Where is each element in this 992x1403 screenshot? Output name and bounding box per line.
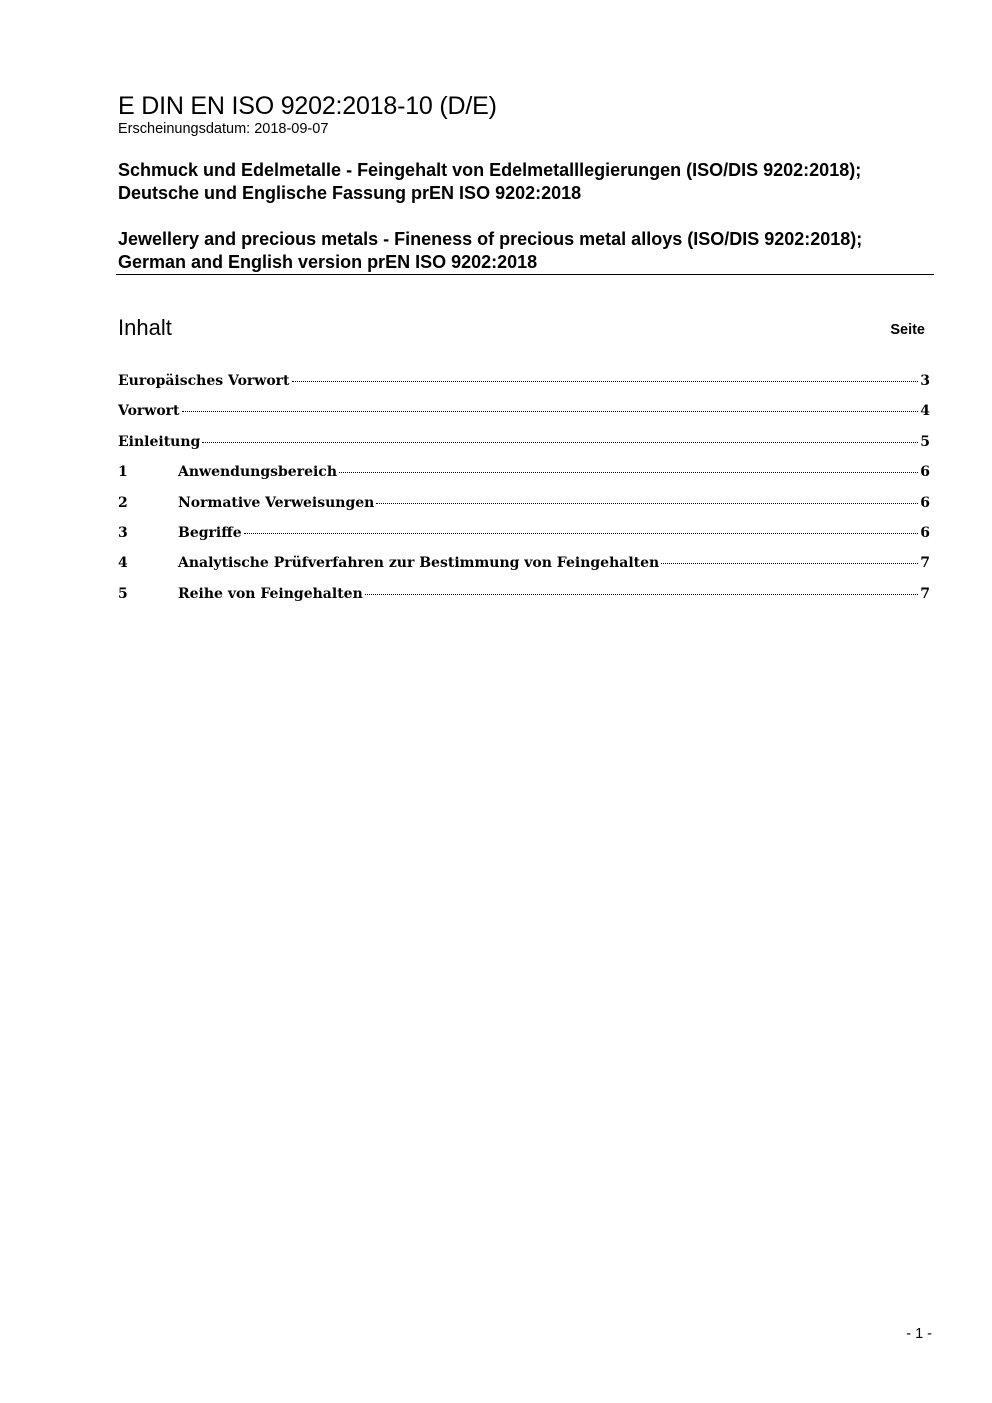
table-of-contents (118, 370, 930, 613)
toc-dot-leader (244, 532, 919, 534)
toc-dot-leader (292, 380, 919, 382)
title-german: Schmuck und Edelmetalle - Feingehalt von Edelmetalllegierungen (ISO/DIS 9202:2018); Deutsche und Englische Fassung prEN ISO 9202:2018 (118, 160, 862, 203)
toc-entry-title: Europäisches Vorwort (118, 373, 290, 389)
toc-entry-page: 6 (920, 524, 930, 541)
toc-entry-title: Begriffe (178, 524, 242, 541)
toc-entry-title: Anwendungsbereich (178, 464, 337, 481)
toc-entry-page: 6 (920, 464, 930, 481)
title-english: Jewellery and precious metals - Fineness of precious metal alloys (ISO/DIS 9202:2018); German and English version prEN ISO 9202:2018 (118, 229, 863, 272)
toc-entry-page: 7 (920, 585, 930, 602)
toc-entry[interactable] (118, 522, 930, 552)
toc-dot-leader (661, 562, 918, 564)
document-id: E DIN EN ISO 9202:2018-10 (D/E) (118, 92, 497, 120)
toc-entry-page: 3 (920, 373, 930, 389)
toc-entry-number: 5 (118, 585, 128, 602)
toc-entry-number: 3 (118, 524, 128, 541)
toc-entry-title: Analytische Prüfverfahren zur Bestimmung von Feingehalten (178, 555, 660, 572)
toc-entry-page: 5 (920, 433, 930, 450)
footer-page-number: - 1 - (906, 1326, 932, 1342)
toc-entry[interactable] (118, 492, 930, 522)
toc-heading: Inhalt (118, 315, 172, 340)
toc-dot-leader (376, 502, 918, 504)
toc-entry[interactable] (118, 370, 930, 400)
toc-entry-number: 1 (118, 464, 128, 481)
toc-entry[interactable] (118, 431, 930, 461)
title-divider (116, 274, 934, 275)
toc-entry[interactable] (118, 552, 930, 582)
toc-entry-number: 4 (118, 555, 128, 572)
toc-entry-title: Vorwort (118, 403, 180, 420)
toc-entry-number: 2 (118, 494, 128, 511)
publication-date: Erscheinungsdatum: 2018-09-07 (118, 121, 329, 137)
toc-dot-leader (339, 471, 918, 473)
toc-entry-title: Einleitung (118, 433, 201, 450)
toc-entry-page: 7 (920, 555, 930, 572)
toc-entry[interactable] (118, 461, 930, 491)
toc-dot-leader (182, 410, 919, 412)
toc-dot-leader (365, 593, 919, 595)
toc-entry-title: Normative Verweisungen (178, 494, 375, 511)
toc-page-column-label: Seite (890, 322, 925, 338)
toc-entry[interactable] (118, 583, 930, 613)
toc-entry-page: 6 (920, 494, 930, 511)
toc-entry-page: 4 (920, 403, 930, 420)
toc-dot-leader (202, 441, 918, 443)
toc-entry[interactable] (118, 400, 930, 430)
toc-entry-title: Reihe von Feingehalten (178, 585, 363, 602)
